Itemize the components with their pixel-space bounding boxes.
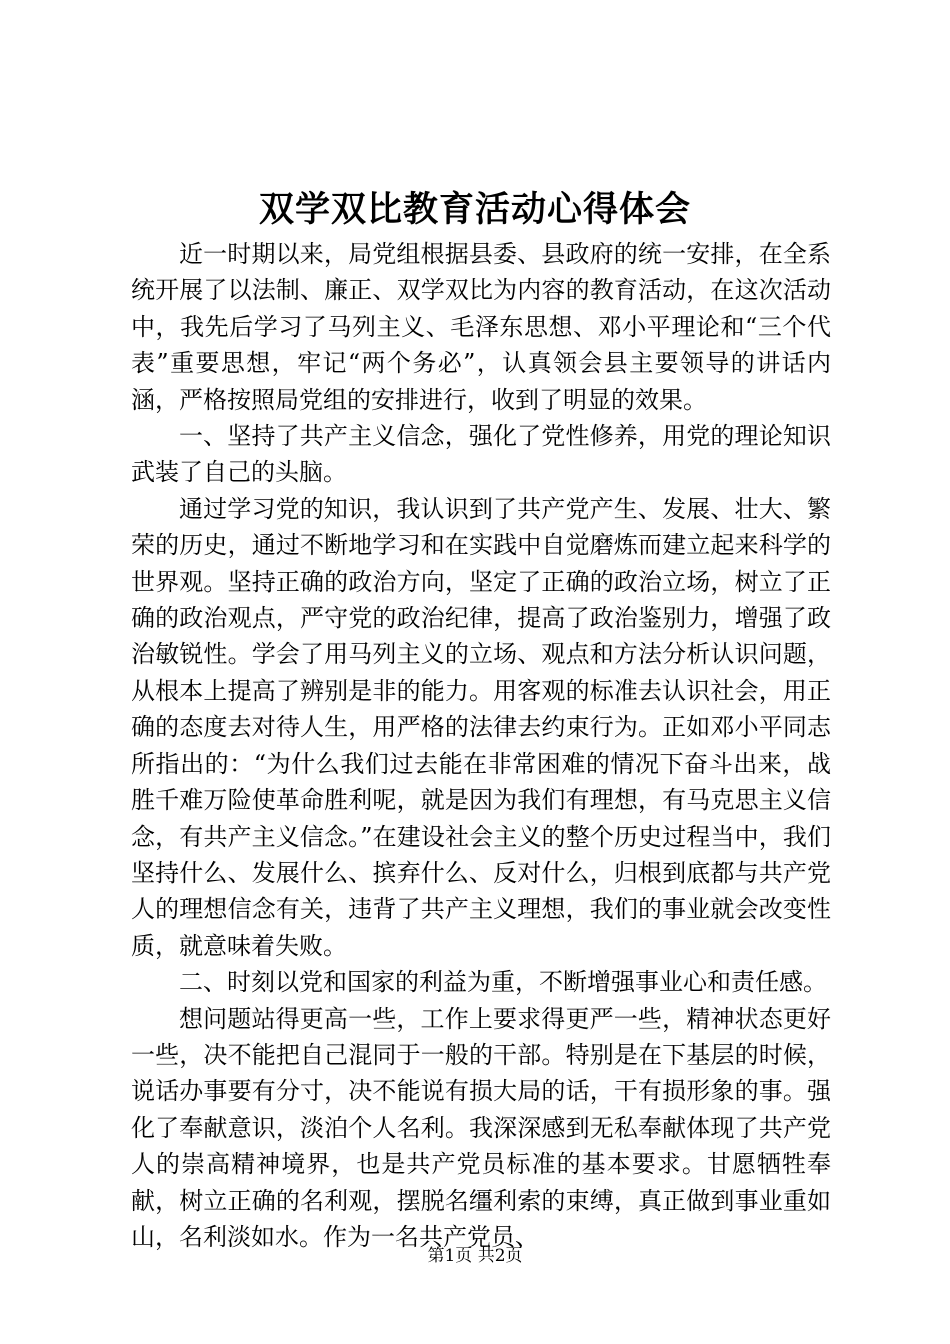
- page-number-footer: 第1页 共2页: [427, 1246, 523, 1266]
- paragraph-intro: 近一时期以来，局党组根据县委、县政府的统一安排，在全系统开展了以法制、廉正、双学双比为内容的教育活动，在这次活动中，我先后学习了马列主义、毛泽东思想、邓小平理论和“三个代表”重要思想，牢记“两个务必”，认真领会县主要领导的讲话内涵，严格按照局党组的安排进行，收到了明显的效果。: [131, 240, 831, 414]
- document-title: 双学双比教育活动心得体会: [258, 189, 691, 230]
- paragraph-section-1: 通过学习党的知识，我认识到了共产党产生、发展、壮大、繁荣的历史，通过不断地学习和在实践中自觉磨炼而建立起来科学的世界观。坚持正确的政治方向，坚定了正确的政治立场，树立了正确的政治观点，严守党的政治纪律，提高了政治鉴别力，增强了政治敏锐性。学会了用马列主义的立场、观点和方法分析认识问题，从根本上提高了辨别是非的能力。用客观的标准去认识社会，用正确的态度去对待人生，用严格的法律去约束行为。正如邓小平同志所指出的：“为什么我们过去能在非常困难的情况下奋斗出来，战胜千难万险使革命胜利呢，就是因为我们有理想，有马克思主义信念，有共产主义信念。”在建设社会主义的整个历史过程当中，我们坚持什么、发展什么、摈弃什么、反对什么，归根到底都与共产党人的理想信念有关，违背了共产主义理想，我们的事业就会改变性质，就意味着失败。: [131, 494, 831, 960]
- document-body: [131, 236, 831, 1255]
- section-heading-2: 二、时刻以党和国家的利益为重，不断增强事业心和责任感。: [179, 968, 827, 997]
- paragraph-section-2: 想问题站得更高一些，工作上要求得更严一些，精神状态更好一些，决不能把自己混同于一般的干部。特别是在下基层的时候，说话办事要有分寸，决不能说有损大局的话，干有损形象的事。强化了奉献意识，淡泊个人名利。我深深感到无私奉献体现了共产党人的崇高精神境界，也是共产党员标准的基本要求。甘愿牺牲奉献，树立正确的名利观，摆脱名缰利索的束缚，真正做到事业重如山，名利淡如水。作为一名共产党员、: [131, 1004, 831, 1251]
- section-heading-1: 一、坚持了共产主义信念，强化了党性修养，用党的理论知识武装了自己的头脑。: [131, 422, 831, 487]
